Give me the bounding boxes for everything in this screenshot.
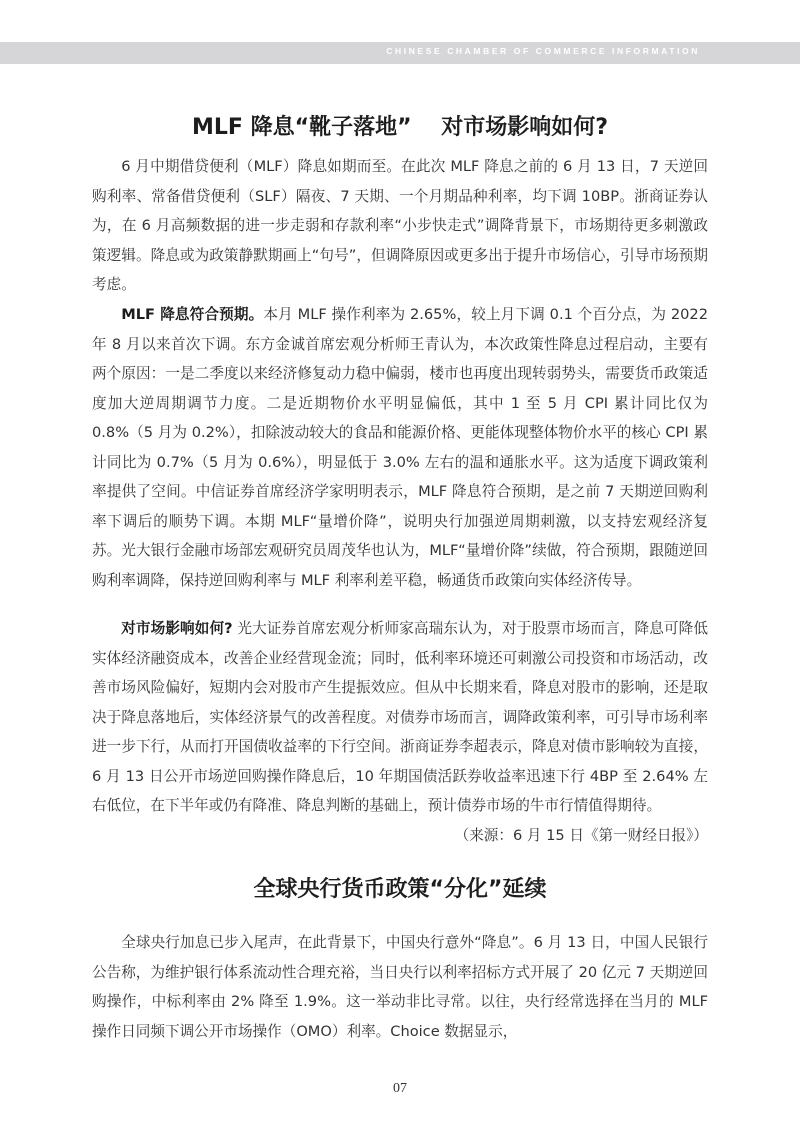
paragraph-lead: 对市场影响如何? [121, 620, 233, 637]
article1-paragraph-2 [92, 300, 708, 595]
paragraph-body: 本月 MLF 操作利率为 2.65%，较上月下调 0.1 个百分点，为 2022 年 8 月以来首次下调。东方金诚首席宏观分析师王青认为，本次政策性降息过程启动，主要有两个原因：一是二季度以来经济修复动力稳中偏弱，楼市也再度出现转弱势头，需要货币政策适度加大逆周期调节力度。二是近期物价水平明显偏低，其中 1 至 5 月 CPI 累计同比仅为 0.8%（5 月为 0.2%），扣除波动较大的食品和能源价格、更能体现整体物价水平的核心 CPI 累计同比为 0.7%（5 月为 0.6%），明显低于 3.0% 左右的温和通胀水平。这为适度下调政策利率提供了空间。中信证券首席经济学家明明表示，MLF 降息符合预期，是之前 7 天期逆回购利率下调后的顺势下调。本期 MLF“量增价降”，说明央行加强逆周期刺激，以支持宏观经济复苏。光大银行金融市场部宏观研究员周茂华也认为，MLF“量增价降”续做，符合预期，跟随逆回购利率调降，保持逆回购利率与 MLF 利率利差平稳，畅通货币政策向实体经济传导。 [92, 306, 708, 589]
header-text: CHINESE CHAMBER OF COMMERCE INFORMATION [386, 46, 700, 56]
paragraph-lead: MLF 降息符合预期。 [121, 306, 264, 323]
article2-paragraph-1: 全球央行加息已步入尾声，在此背景下，中国央行意外“降息”。6 月 13 日，中国人民银行公告称，为维护银行体系流动性合理充裕，当日央行以利率招标方式开展了 20 亿元 7 天期逆回购操作，中标利率由 2% 降至 1.9%。这一举动非比寻常。以往，央行经常选择在当月的 MLF 操作日同频下调公开市场操作（OMO）利率。Choice 数据显示， [92, 934, 708, 1040]
article-title-global-policy: 全球央行货币政策“分化”延续 [253, 877, 547, 902]
article1-paragraph-1: 6 月中期借贷便利（MLF）降息如期而至。在此次 MLF 降息之前的 6 月 13 日，7 天逆回购利率、常备借贷便利（SLF）隔夜、7 天期、一个月期品种利率，均下调 10BP。浙商证券认为，在 6 月高频数据的进一步走弱和存款利率“小步快走式”调降背景下，市场期待更多刺激政策逻辑。降息或为政策静默期画上“句号”，但调降原因或更多出于提升市场信心，引导市场预期考虑。 [92, 158, 708, 293]
page-number: 07 [393, 1081, 407, 1096]
article1-paragraph-3 [92, 614, 708, 850]
source-citation: （来源：6 月 15 日《第一财经日报》） [454, 826, 708, 844]
article-title-mlf: MLF 降息“靴子落地” 对市场影响如何? [192, 115, 608, 140]
paragraph-body: 光大证券首席宏观分析师家高瑞东认为，对于股票市场而言，降息可降低实体经济融资成本，改善企业经营现金流；同时，低利率环境还可刺激公司投资和市场活动，改善市场风险偏好，短期内会对股市产生提振效应。但从中长期来看，降息对股市的影响，还是取决于降息落地后，实体经济景气的改善程度。对债券市场而言，调降政策利率，可引导市场利率进一步下行，从而打开国债收益率的下行空间。浙商证券李超表示，降息对债市影响较为直接，6 月 13 日公开市场逆回购操作降息后，10 年期国债活跃券收益率迅速下行 4BP 至 2.64% 左右低位，在下半年或仍有降准、降息判断的基础上，预计债券市场的牛市行情值得期待。 [92, 620, 708, 814]
